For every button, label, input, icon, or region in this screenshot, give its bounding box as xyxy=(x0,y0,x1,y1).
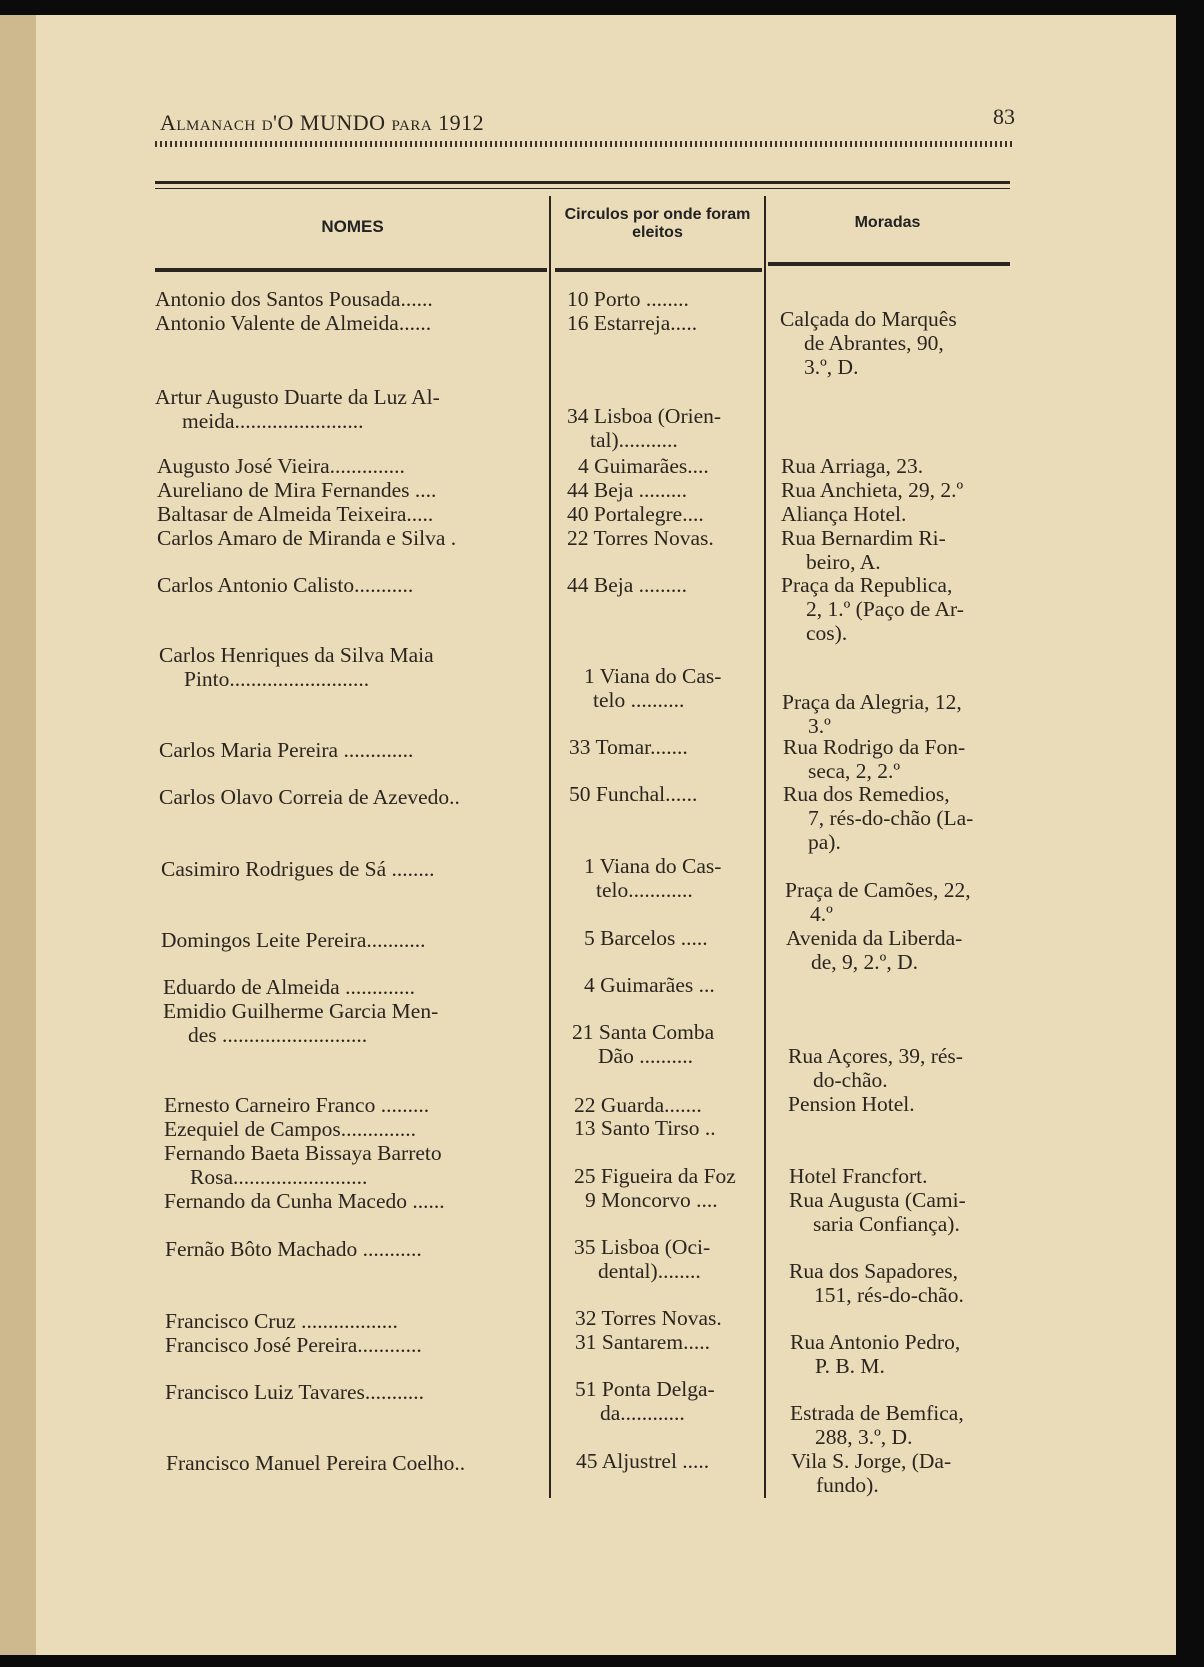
name-line: Francisco Luiz Tavares........... xyxy=(165,1380,425,1404)
name-line: Fernando Baeta Bissaya Barreto xyxy=(164,1141,442,1165)
address-line: Rua Anchieta, 29, 2.º xyxy=(781,478,964,502)
address-line: 3.º, D. xyxy=(804,355,859,379)
circle-line: 16 Estarreja..... xyxy=(567,311,698,335)
address-line: fundo). xyxy=(816,1473,879,1497)
circle-line: 40 Portalegre.... xyxy=(567,502,704,526)
header-rule-addresses xyxy=(768,262,1010,266)
circle-line: 33 Tomar....... xyxy=(569,735,688,759)
name-line: Domingos Leite Pereira........... xyxy=(161,928,426,952)
circle-line: 1 Viana do Cas- xyxy=(584,664,722,688)
circle-line: 22 Guarda....... xyxy=(574,1093,702,1117)
header-rule-circles xyxy=(555,268,762,272)
name-line: Carlos Antonio Calisto........... xyxy=(157,573,414,597)
address-line: de, 9, 2.º, D. xyxy=(811,950,918,974)
address-line: Avenida da Liberda- xyxy=(786,926,963,950)
circle-line: 51 Ponta Delga- xyxy=(575,1377,715,1401)
column-divider-1 xyxy=(549,196,551,1498)
name-line: Fernão Bôto Machado ........... xyxy=(165,1237,422,1261)
name-line: Emidio Guilherme Garcia Men- xyxy=(163,999,439,1023)
address-line: Rua Açores, 39, rés- xyxy=(788,1044,963,1068)
address-line: do-chão. xyxy=(813,1068,888,1092)
name-line: Carlos Henriques da Silva Maia xyxy=(159,643,434,667)
address-line: cos). xyxy=(806,621,848,645)
circle-line: dental)........ xyxy=(598,1259,701,1283)
address-line: beiro, A. xyxy=(806,550,881,574)
running-title: Almanach d'O MUNDO para 1912 xyxy=(160,110,485,135)
circle-line: 13 Santo Tirso .. xyxy=(574,1116,716,1140)
name-line: meida........................ xyxy=(182,409,364,433)
page-header xyxy=(160,100,1015,140)
address-line: saria Confiança). xyxy=(813,1212,960,1236)
address-line: Rua Arriaga, 23. xyxy=(781,454,924,478)
circle-line: 35 Lisboa (Oci- xyxy=(574,1235,711,1259)
circle-line: 10 Porto ........ xyxy=(567,287,689,311)
address-line: 288, 3.º, D. xyxy=(815,1425,913,1449)
table-top-rule-thin xyxy=(155,188,1010,189)
table-top-rule xyxy=(155,181,1010,184)
address-line: de Abrantes, 90, xyxy=(804,331,944,355)
name-line: Artur Augusto Duarte da Luz Al- xyxy=(155,385,440,409)
name-line: Francisco José Pereira............ xyxy=(165,1333,422,1357)
address-line: Rua Antonio Pedro, xyxy=(790,1330,961,1354)
name-line: Ernesto Carneiro Franco ......... xyxy=(164,1093,430,1117)
circle-line: 31 Santarem..... xyxy=(575,1330,710,1354)
book-spine xyxy=(0,15,36,1655)
name-line: Francisco Manuel Pereira Coelho.. xyxy=(166,1451,466,1475)
circle-line: 21 Santa Comba xyxy=(572,1020,715,1044)
address-line: 7, rés-do-chão (La- xyxy=(808,806,974,830)
name-line: Pinto.......................... xyxy=(184,667,370,691)
circle-line: 22 Torres Novas. xyxy=(567,526,714,550)
address-line: 151, rés-do-chão. xyxy=(814,1283,964,1307)
address-line: P. B. M. xyxy=(815,1354,885,1378)
circle-line: 5 Barcelos ..... xyxy=(584,926,708,950)
name-line: Ezequiel de Campos.............. xyxy=(164,1117,416,1141)
circle-line: 34 Lisboa (Orien- xyxy=(567,404,722,428)
address-line: Rua dos Sapadores, xyxy=(789,1259,958,1283)
circle-line: 25 Figueira da Foz xyxy=(574,1164,736,1188)
column-header-circles: Circulos por onde foram eleitos xyxy=(564,206,751,241)
circle-line: 32 Torres Novas. xyxy=(575,1306,722,1330)
circle-line: 4 Guimarães ... xyxy=(584,973,715,997)
name-line: Aureliano de Mira Fernandes .... xyxy=(157,478,437,502)
address-line: Rua Augusta (Cami- xyxy=(789,1188,966,1212)
address-line: Calçada do Marquês xyxy=(780,307,957,331)
address-line: Rua Rodrigo da Fon- xyxy=(783,735,966,759)
name-line: des ........................... xyxy=(188,1023,368,1047)
name-line: Carlos Maria Pereira ............. xyxy=(159,738,414,762)
name-line: Carlos Amaro de Miranda e Silva . xyxy=(157,526,457,550)
address-line: Estrada de Bemfica, xyxy=(790,1401,964,1425)
header-wavy-rule xyxy=(155,141,1015,147)
circle-line: telo............ xyxy=(596,878,693,902)
address-line: 2, 1.º (Paço de Ar- xyxy=(806,597,964,621)
address-line: Pension Hotel. xyxy=(788,1092,915,1116)
circle-line: 45 Aljustrel ..... xyxy=(576,1449,710,1473)
page-number: 83 xyxy=(993,104,1015,129)
circle-line: Dão .......... xyxy=(598,1044,693,1068)
address-line: 3.º xyxy=(808,714,831,738)
column-header-addresses: Moradas xyxy=(854,214,921,231)
address-line: Hotel Francfort. xyxy=(789,1164,928,1188)
address-line: Praça da Republica, xyxy=(781,573,953,597)
address-line: seca, 2, 2.º xyxy=(808,759,901,783)
address-line: 4.º xyxy=(810,902,833,926)
name-line: Casimiro Rodrigues de Sá ........ xyxy=(161,857,435,881)
address-line: Aliança Hotel. xyxy=(781,502,907,526)
circle-line: 4 Guimarães.... xyxy=(578,454,709,478)
name-line: Antonio Valente de Almeida...... xyxy=(155,311,432,335)
column-divider-2 xyxy=(764,196,766,1498)
circle-line: da............ xyxy=(600,1401,685,1425)
address-line: Rua dos Remedios, xyxy=(783,782,950,806)
circle-line: 9 Moncorvo .... xyxy=(585,1188,718,1212)
name-line: Fernando da Cunha Macedo ...... xyxy=(164,1189,445,1213)
column-header-names: NOMES xyxy=(321,217,384,236)
name-line: Eduardo de Almeida ............. xyxy=(163,975,415,999)
circle-line: telo .......... xyxy=(593,688,685,712)
header-rule-names xyxy=(155,268,547,272)
name-line: Baltasar de Almeida Teixeira..... xyxy=(157,502,434,526)
address-line: Vila S. Jorge, (Da- xyxy=(791,1449,952,1473)
circle-line: tal)........... xyxy=(590,428,678,452)
circle-line: 50 Funchal...... xyxy=(569,782,698,806)
address-line: Praça da Alegria, 12, xyxy=(782,690,962,714)
circle-line: 1 Viana do Cas- xyxy=(584,854,722,878)
name-line: Francisco Cruz .................. xyxy=(165,1309,398,1333)
address-line: Praça de Camões, 22, xyxy=(785,878,971,902)
address-line: Rua Bernardim Ri- xyxy=(781,526,946,550)
name-line: Antonio dos Santos Pousada...... xyxy=(155,287,433,311)
name-line: Carlos Olavo Correia de Azevedo.. xyxy=(159,785,460,809)
name-line: Augusto José Vieira.............. xyxy=(157,454,405,478)
circle-line: 44 Beja ......... xyxy=(567,573,688,597)
name-line: Rosa......................... xyxy=(190,1165,368,1189)
address-line: pa). xyxy=(808,830,841,854)
circle-line: 44 Beja ......... xyxy=(567,478,688,502)
